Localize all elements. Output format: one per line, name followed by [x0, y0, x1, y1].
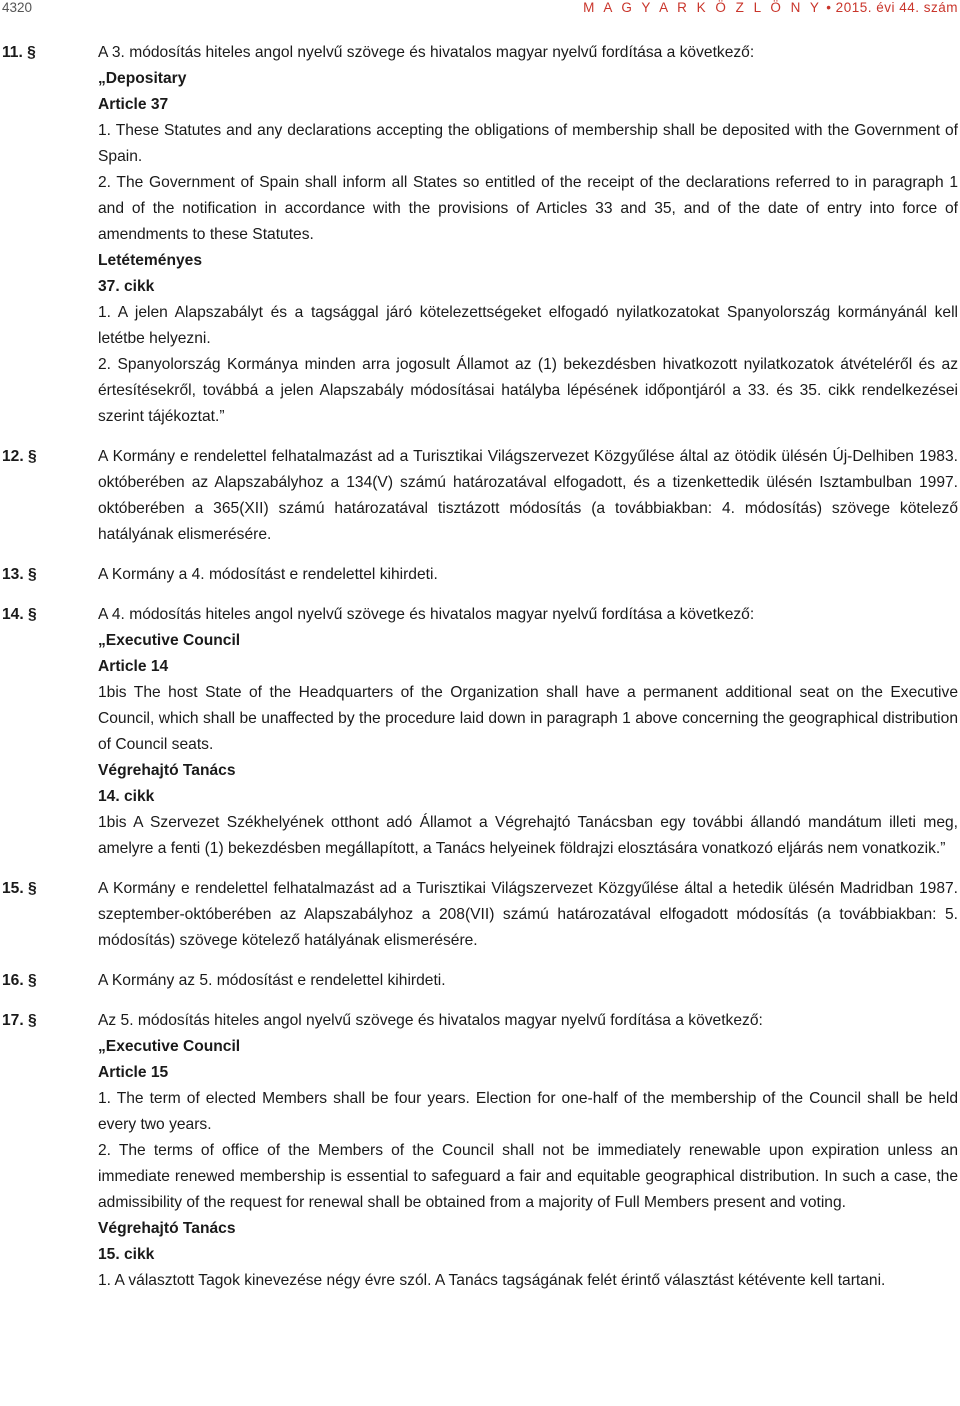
paragraph: A 3. módosítás hiteles angol nyelvű szövege és hivatalos magyar nyelvű fordítása a következő:	[98, 44, 755, 61]
section-number: 12. §	[2, 448, 37, 465]
issue-label: • 2015. évi 44. szám	[826, 0, 958, 15]
document-body	[0, 40, 960, 1294]
heading-line: 15. cikk	[98, 1246, 155, 1263]
section-number: 14. §	[2, 606, 37, 623]
paragraph: A Kormány e rendelettel felhatalmazást ad a Turisztikai Világszervezet Közgyűlése által a hetedik ülésén Madridban 1987. szeptember-októberében az Alapszabályhoz a 208(VII) számú határozatával elfogadott módosítás (a továbbiakban: 5. módosítás) szövege kötelező hatályának elismerésére.	[98, 880, 958, 949]
section-number: 16. §	[2, 972, 37, 989]
heading-line: „Depositary	[98, 70, 187, 87]
section-4	[0, 602, 960, 862]
paragraph: 2. The Government of Spain shall inform all States so entitled of the receipt of the declarations referred to in paragraph 1 and of the notification in accordance with the provisions of Articles 33 and 35, and of the date of entry into force of amendments to these Statutes.	[98, 174, 958, 243]
section-3	[0, 562, 960, 588]
heading-line: Letéteményes	[98, 252, 203, 269]
paragraph: Az 5. módosítás hiteles angol nyelvű szövege és hivatalos magyar nyelvű fordítása a következő:	[98, 1012, 763, 1029]
section-7	[0, 1008, 960, 1294]
heading-line: 37. cikk	[98, 278, 155, 295]
section-body	[98, 1008, 960, 1294]
journal-title	[583, 0, 958, 15]
heading-line: Végrehajtó Tanács	[98, 1220, 236, 1237]
paragraph: 1. A választott Tagok kinevezése négy évre szól. A Tanács tagságának felét érintő választást kétévente kell tartani.	[98, 1272, 886, 1289]
section-1	[0, 40, 960, 430]
paragraph: A Kormány a 4. módosítást e rendelettel kihirdeti.	[98, 566, 438, 583]
paragraph: A Kormány e rendelettel felhatalmazást ad a Turisztikai Világszervezet Közgyűlése által az ötödik ülésén Új-Delhiben 1983. októberében az Alapszabályhoz a 134(V) számú határozatával elfogadott, és a tizenkettedik ülésén Isztambulban 1997. októberében a 365(XII) számú határozatával tisztázott módosítás (a továbbiakban: 4. módosítás) szövege kötelező hatályának elismerésére.	[98, 448, 958, 543]
paragraph: A Kormány az 5. módosítást e rendelettel kihirdeti.	[98, 972, 446, 989]
section-6	[0, 968, 960, 994]
paragraph: 1. These Statutes and any declarations accepting the obligations of membership shall be deposited with the Government of Spain.	[98, 122, 958, 165]
section-body	[98, 444, 960, 548]
paragraph: 2. Spanyolország Kormánya minden arra jogosult Államot az (1) bekezdésben hivatkozott nyilatkozatok átvételéről és az értesítésekről, továbbá a jelen Alapszabály módosításai hatályba lépésének időpontjáról a 33. és 35. cikk rendelkezései szerint tájékoztat.”	[98, 356, 958, 425]
heading-line: Article 14	[98, 658, 169, 675]
heading-line: Article 37	[98, 96, 169, 113]
section-body	[98, 602, 960, 862]
paragraph: 1. The term of elected Members shall be four years. Election for one-half of the membership of the Council shall be held every two years.	[98, 1090, 958, 1133]
paragraph: 1bis A Szervezet Székhelyének otthont adó Államot a Végrehajtó Tanácsban egy további állandó mandátum illeti meg, amelyre a fenti (1) bekezdésben megállapított, a Tanács helyeinek földrajzi elosztására vonatkozó eljárás nem vonatkozik.”	[98, 814, 958, 857]
heading-line: Végrehajtó Tanács	[98, 762, 236, 779]
section-number: 13. §	[2, 566, 37, 583]
section-number: 15. §	[2, 880, 37, 897]
section-body	[98, 562, 960, 588]
section-number: 11. §	[2, 44, 36, 61]
page-number: 4320	[2, 0, 33, 15]
paragraph: 2. The terms of office of the Members of the Council shall not be immediately renewable upon expiration unless an immediate renewed membership is essential to safeguard a fair and equitable geographical distribution. In such a case, the admissibility of the request for renewal shall be obtained from a majority of Full Members present and voting.	[98, 1142, 958, 1211]
paragraph: A 4. módosítás hiteles angol nyelvű szövege és hivatalos magyar nyelvű fordítása a következő:	[98, 606, 755, 623]
heading-line: „Executive Council	[98, 1038, 241, 1055]
paragraph: 1. A jelen Alapszabályt és a tagsággal járó kötelezettségeket elfogadó nyilatkozatokat Spanyolország kormányánál kell letétbe helyezni.	[98, 304, 958, 347]
paragraph: 1bis The host State of the Headquarters of the Organization shall have a permanent additional seat on the Executive Council, which shall be unaffected by the procedure laid down in paragraph 1 above concerning the geographical distribution of Council seats.	[98, 684, 958, 753]
section-body	[98, 40, 960, 430]
heading-line: Article 15	[98, 1064, 169, 1081]
section-2	[0, 444, 960, 548]
heading-line: „Executive Council	[98, 632, 241, 649]
section-body	[98, 968, 960, 994]
heading-line: 14. cikk	[98, 788, 155, 805]
journal-name: M A G Y A R K Ö Z L Ö N Y	[583, 0, 822, 15]
section-body	[98, 876, 960, 954]
section-5	[0, 876, 960, 954]
section-number: 17. §	[2, 1012, 37, 1029]
page-header	[0, 0, 960, 22]
